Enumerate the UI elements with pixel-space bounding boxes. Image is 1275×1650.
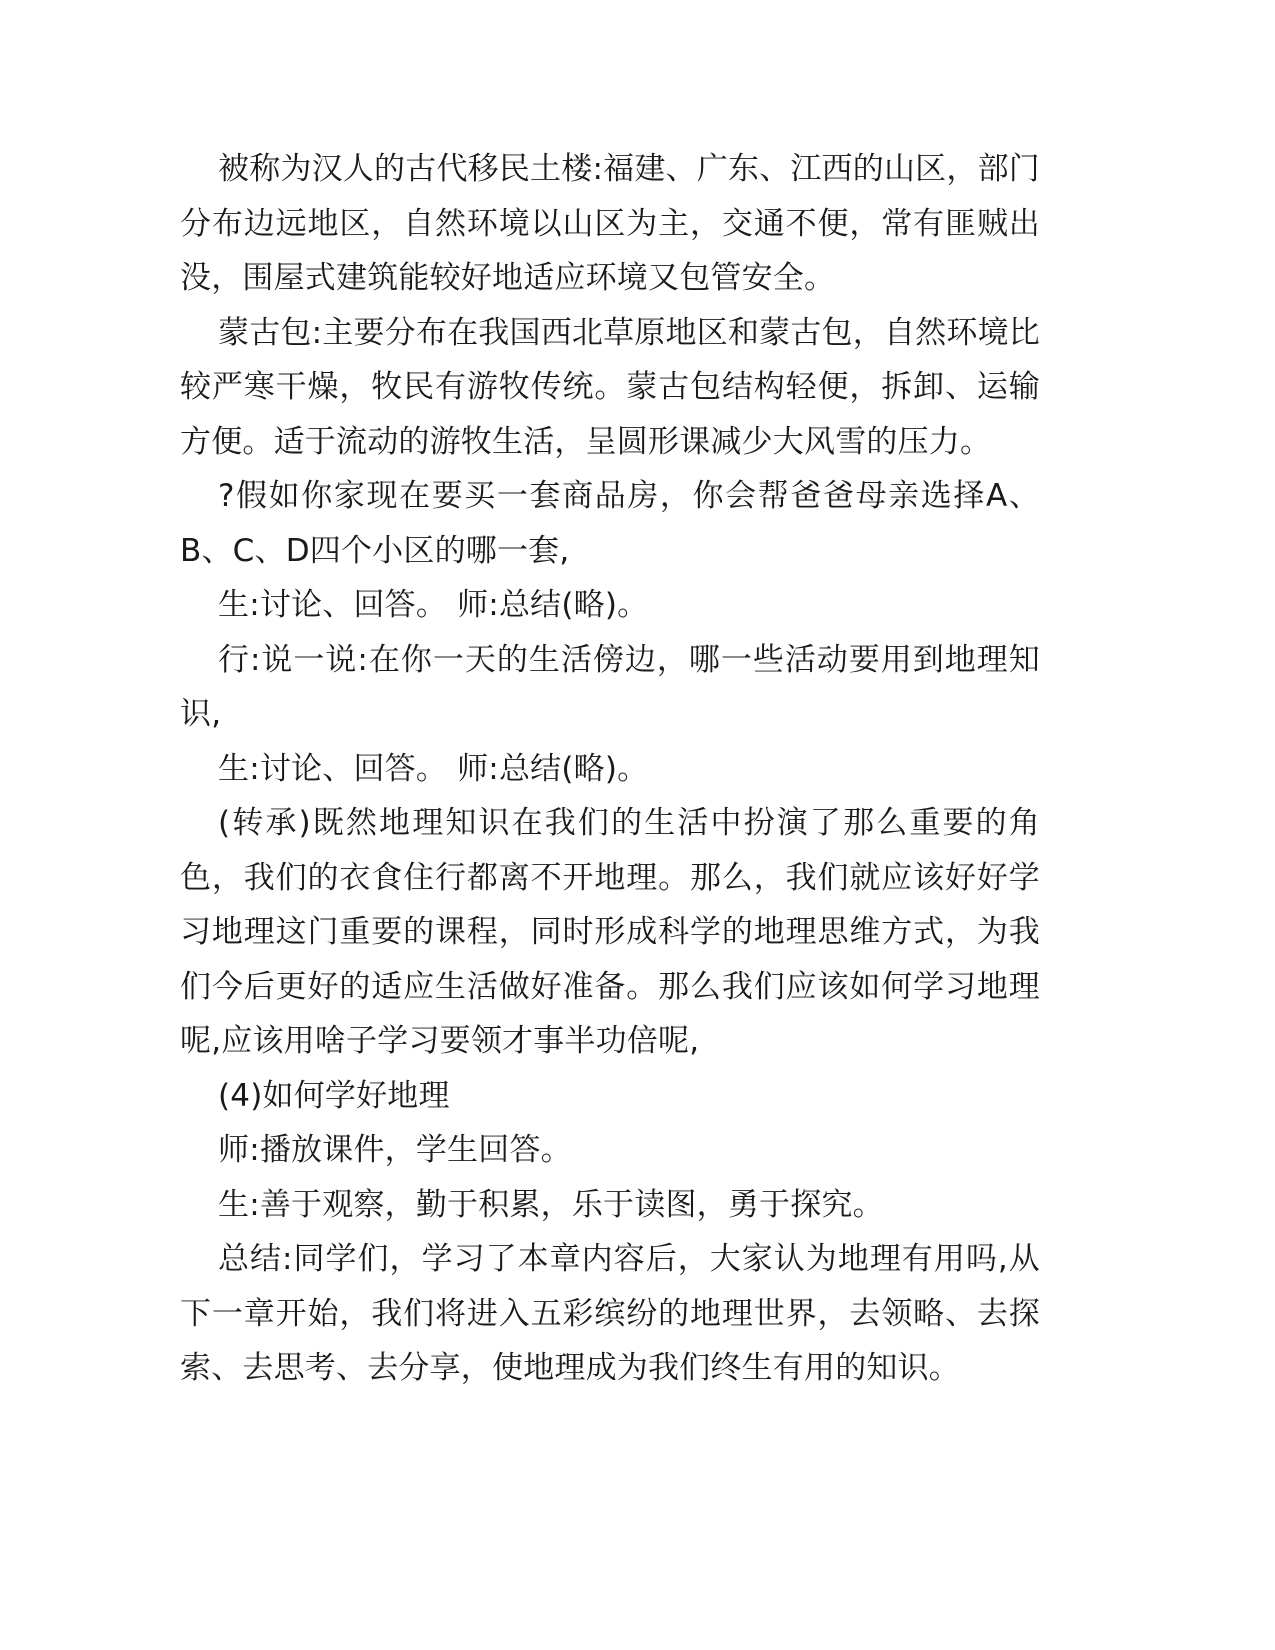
paragraph-section-heading: (4)如何学好地理 bbox=[218, 1077, 450, 1114]
paragraph-transition: (转承)既然地理知识在我们的生活中扮演了那么重要的角色，我们的衣食住行都离不开地理。那么，我们就应该好好学习地理这门重要的课程，同时形成科学的地理思维方式，为我们今后更好的适应生活做好准备。那么我们应该如何学习地理呢,应该用啥子学习要领才事半功倍呢, bbox=[180, 805, 1040, 1059]
paragraph-teacher-courseware: 师:播放课件，学生回答。 bbox=[218, 1132, 572, 1168]
paragraph-discussion-2: 生:讨论、回答。 师:总结(略)。 bbox=[218, 750, 649, 787]
paragraph-discussion-1: 生:讨论、回答。 师:总结(略)。 bbox=[218, 587, 649, 623]
paragraph-summary: 总结:同学们，学习了本章内容后，大家认为地理有用吗,从下一章开始，我们将进入五彩缤纷的地理世界，去领略、去探索、去思考、去分享，使地理成为我们终生有用的知识。 bbox=[180, 1241, 1040, 1386]
paragraph-student-answer: 生:善于观察，勤于积累，乐于读图，勇于探究。 bbox=[218, 1186, 884, 1223]
paragraph-daily-activities: 行:说一说:在你一天的生活傍边，哪一些活动要用到地理知识, bbox=[180, 641, 1040, 732]
document-page bbox=[180, 142, 1040, 1396]
paragraph-mongolian-yurt: 蒙古包:主要分布在我国西北草原地区和蒙古包，自然环境比较严寒干燥，牧民有游牧传统。蒙古包结构轻便，拆卸、运输方便。适于流动的游牧生活，呈圆形课减少大风雪的压力。 bbox=[180, 314, 1040, 460]
paragraph-tulou: 被称为汉人的古代移民土楼:福建、广东、江西的山区，部门分布边远地区，自然环境以山区为主，交通不便，常有匪贼出没，围屋式建筑能较好地适应环境又包管安全。 bbox=[180, 151, 1040, 296]
paragraph-house-question: ?假如你家现在要买一套商品房，你会帮爸爸母亲选择A、B、C、D四个小区的哪一套, bbox=[180, 478, 1040, 569]
